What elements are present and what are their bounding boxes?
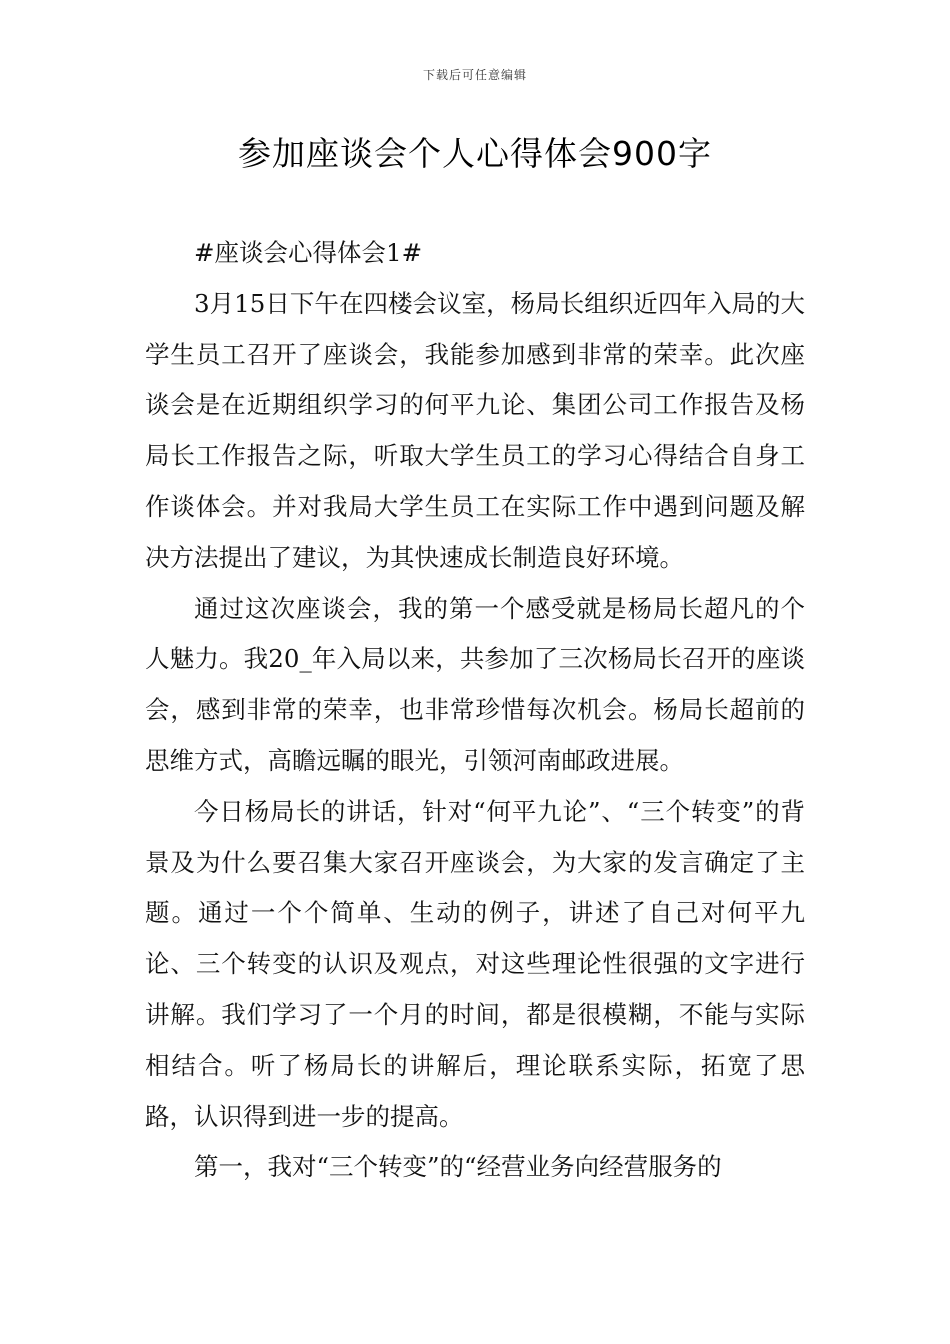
document-body <box>145 228 805 1193</box>
document-title: 参加座谈会个人心得体会900字 <box>238 134 712 173</box>
paragraph: 今日杨局长的讲话，针对“何平九论”、“三个转变”的背景及为什么要召集大家召开座谈会，为大家的发言确定了主题。通过一个个简单、生动的例子，讲述了自己对何平九论、三个转变的认识及观点，对这些理论性很强的文字进行讲解。我们学习了一个月的时间，都是很模糊，不能与实际相结合。听了杨局长的讲解后，理论联系实际，拓宽了思路，认识得到进一步的提高。 <box>145 796 805 1131</box>
paragraph: 通过这次座谈会，我的第一个感受就是杨局长超凡的个人魅力。我20_年入局以来，共参加了三次杨局长召开的座谈会，感到非常的荣幸，也非常珍惜每次机会。杨局长超前的思维方式，高瞻远瞩的眼光，引领河南邮政进展。 <box>145 593 805 775</box>
section-heading: #座谈会心得体会1# <box>194 238 423 267</box>
paragraph: 3月15日下午在四楼会议室，杨局长组织近四年入局的大学生员工召开了座谈会，我能参加感到非常的荣幸。此次座谈会是在近期组织学习的何平九论、集团公司工作报告及杨局长工作报告之际，听取大学生员工的学习心得结合自身工作谈体会。并对我局大学生员工在实际工作中遇到问题及解决方法提出了建议，为其快速成长制造良好环境。 <box>145 288 805 572</box>
header-note: 下载后可任意编辑 <box>422 68 527 82</box>
paragraph: 第一，我对“三个转变”的“经营业务向经营服务的 <box>194 1152 722 1182</box>
